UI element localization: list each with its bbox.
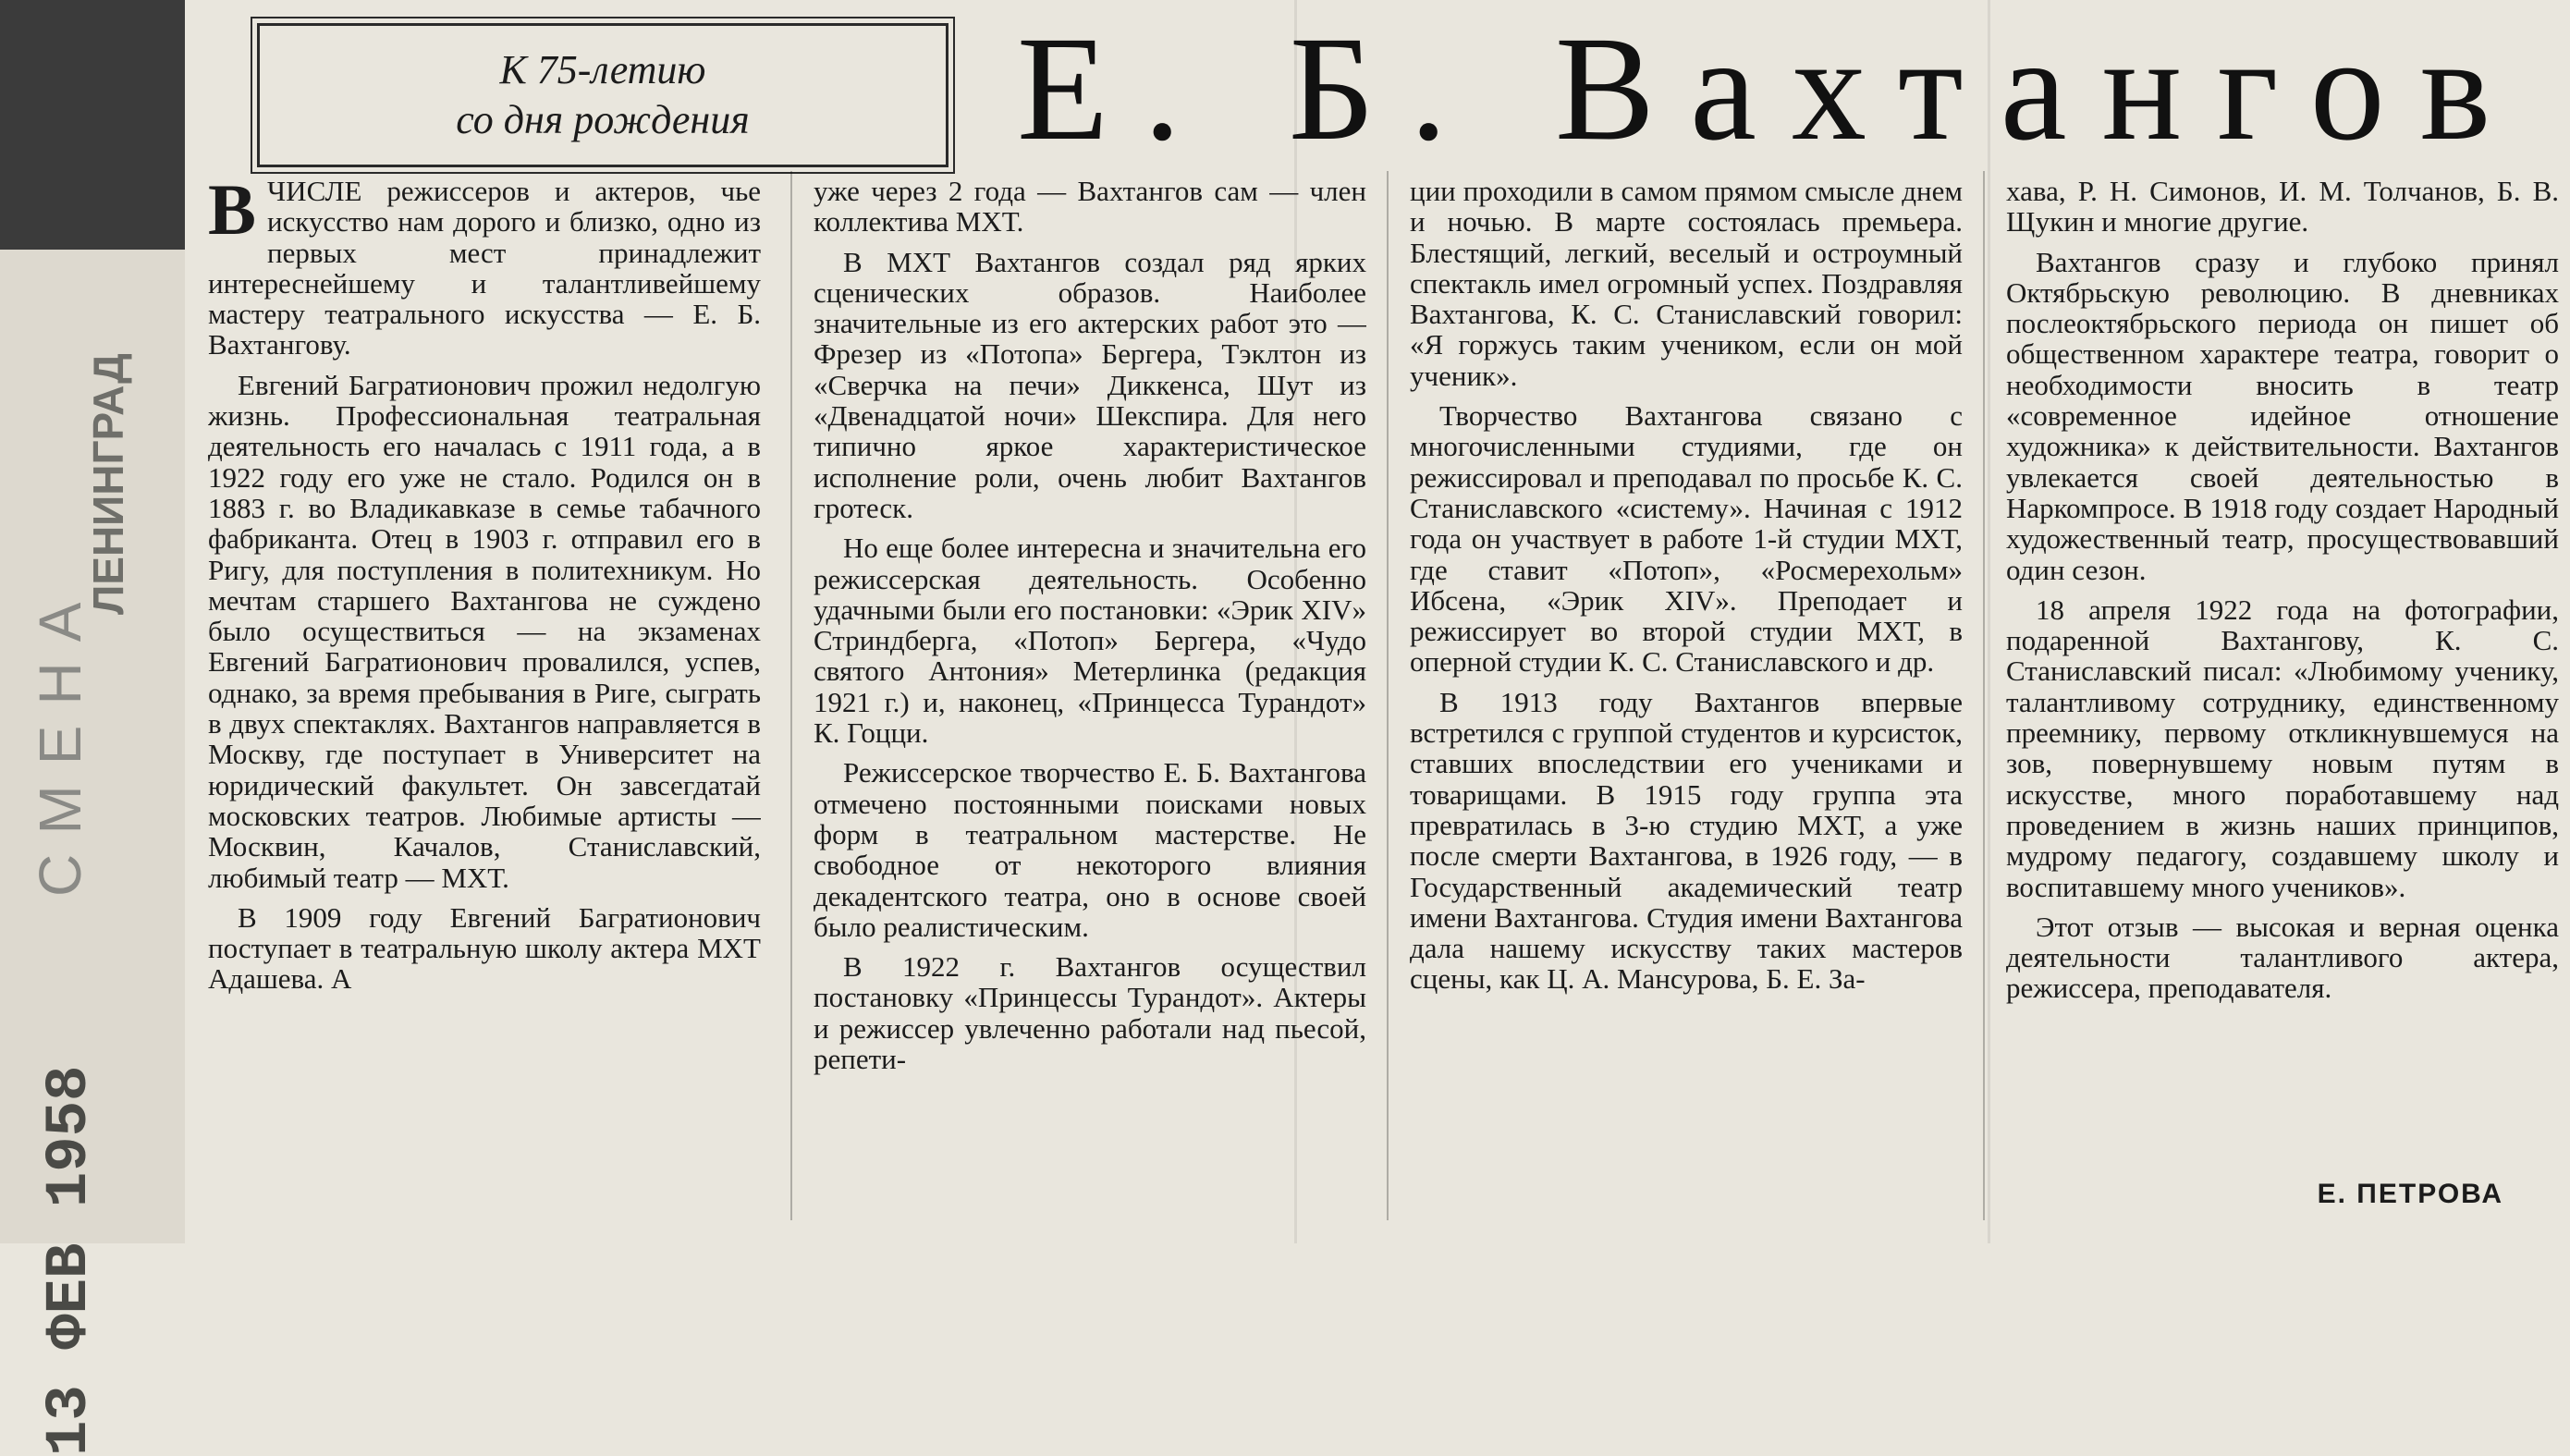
drop-cap: В — [208, 176, 257, 250]
paragraph: В МХТ Вахтангов создал ряд ярких сценических образов. Наиболее значительные из его актерских работ это — Фрезер из «Потопа» Бергера, Тэклтон из «Сверчка на печи» Диккенса, Шут из «Двенадцатой ночи» Шекспира. Для него типично яркое характеристическое исполнение роли, очень любит Вахтангов гротеск. — [814, 245, 1366, 524]
paragraph: хава, Р. Н. Симонов, И. М. Толчанов, Б. В. Щукин и многие другие. — [2006, 176, 2559, 239]
paragraph: В 1909 году Евгений Багратионович поступает в театральную школу актера МХТ Адашева. А — [208, 900, 761, 996]
text-column-3 — [1410, 176, 1963, 1230]
paragraph: В 1922 г. Вахтангов осуществил постановку «Принцессы Турандот». Актеры и режиссер увлеченно работали над пьесой, репети- — [814, 950, 1366, 1076]
paragraph: Режиссерское творчество Е. Б. Вахтангова отмечено постоянными поисками новых форм в театральном мастерстве. Не свободное от некоторого влияния декадентского театра, оно в основе своей было реалистическим. — [814, 756, 1366, 943]
paragraph: Но еще более интересна и значительна его режиссерская деятельность. Особенно удачными были его постановки: «Эрик XIV» Стриндберга, «Потоп» Бергера, «Чудо святого Антония» Метерлинка (редакция 1921 г.) и, наконец, «Принцесса Турандот» К. Гоцци. — [814, 532, 1366, 750]
article-headline: Е. Б. Вахтангов — [1017, 6, 2527, 172]
paragraph: Евгений Багратионович прожил недолгую жизнь. Профессиональная театральная деятельность его началась с 1911 года, а в 1922 году его уже не стало. Родился он в 1883 г. во Владикавказе в семье табачного фабриканта. Отец в 1903 г. отправил его в Ригу, для поступления в политехникум. Но мечтам старшего Вахтангова не суждено было осуществиться — на экзаменах Евгений Багратионович провалился, успев, однако, за время пребывания в Риге, сыграть в двух спектаклях. Вахтангов направляется в Москву, где поступает в Университет на юридический факультет. Он завсегдатай московских театров. Любимые артисты — Москвин, Качалов, Станиславский, любимый театр — МХТ. — [208, 368, 761, 894]
newspaper-name: СМЕНА — [27, 581, 93, 897]
stamp-date: 13 ФЕВ 1958 — [37, 1065, 104, 1456]
paragraph: В 1913 году Вахтангов впервые встретился с группой студентов и курсисток, ставших впоследствии его учениками и товарищами. В 1915 году группа эта превратилась в 3-ю студию МХТ, а уже после смерти Вахтангова, в 1926 году, — в Государственный академический театр имени Вахтангова. Студия имени Вахтангова дала нашему искусству таких мастеров сцены, как Ц. А. Мансурова, Б. Е. За- — [1410, 685, 1963, 996]
paragraph: Вахтангов сразу и глубоко принял Октябрьскую революцию. В дневниках послеоктябрьского периода он пишет об общественном характере театра, говорит о необходимости вносить в театр «современное идейное отношение художника» к действительности. Вахтангов увлекается своей деятельностью в Наркомпросе. В 1918 году создает Народный художественный театр, просуществовавший один сезон. — [2006, 245, 2559, 586]
column-divider — [790, 171, 792, 1220]
archive-stamp — [0, 250, 185, 1456]
paragraph: уже через 2 года — Вахтангов сам — член коллектива МХТ. — [814, 176, 1366, 239]
text-column-4 — [2006, 176, 2559, 1230]
paragraph: ции проходили в самом прямом смысле днем и ночью. В марте состоялась премьера. Блестящий, легкий, веселый и остроумный спектакль имел огромный успех. Поздравляя Вахтангова, К. С. Станиславский говорил: «Я горжусь таким учеником, если он мой ученик». — [1410, 176, 1963, 392]
scan-margin — [0, 0, 185, 250]
paragraph: 18 апреля 1922 года на фотографии, подаренной Вахтангову, К. С. Станиславский писал: «Любимому ученику, талантливому сотруднику, единственному преемнику, первому откликнувшемуся на зов, повернувшему новым путям в искусстве, много поработавшему над проведением в жизнь наших принципов, мудрому педагогу, создавшему школу и воспитавшему много учеников». — [2006, 593, 2559, 903]
author-signature: Е. ПЕТРОВА — [2317, 1179, 2503, 1209]
paragraph: Этот отзыв — высокая и верная оценка деятельности талантливого актера, режиссера, преподавателя. — [2006, 910, 2559, 1005]
rubric-line-2: со дня рождения — [456, 97, 750, 142]
paragraph: ВЧИСЛЕ режиссеров и актеров, чье искусство нам дорого и близко, одно из первых мест принадлежит интереснейшему и талантливейшему мастеру театрального искусства — Е. Б. Вахтангову. — [208, 176, 761, 361]
column-divider — [1983, 171, 1985, 1220]
text-column-2 — [814, 176, 1366, 1230]
paragraph: Творчество Вахтангова связано с многочисленными студиями, где он режиссировал и преподавал по просьбе К. С. Станиславского «систему». Начиная с 1912 года он участвует в работе 1-й студии МХТ, где ставит «Потоп», «Росмерехольм» Ибсена, «Эрик XIV». Преподает и режиссирует во второй студии МХТ, в оперной студии К. С. Станиславского и др. — [1410, 399, 1963, 679]
fold-line — [1988, 0, 1990, 1243]
anniversary-rubric — [257, 23, 948, 167]
rubric-line-1: К 75-летию — [499, 47, 706, 92]
column-divider — [1387, 171, 1389, 1220]
newspaper-city: ЛЕНИНГРАД — [84, 353, 132, 615]
text-column-1 — [208, 176, 761, 1230]
article — [185, 0, 2570, 1243]
